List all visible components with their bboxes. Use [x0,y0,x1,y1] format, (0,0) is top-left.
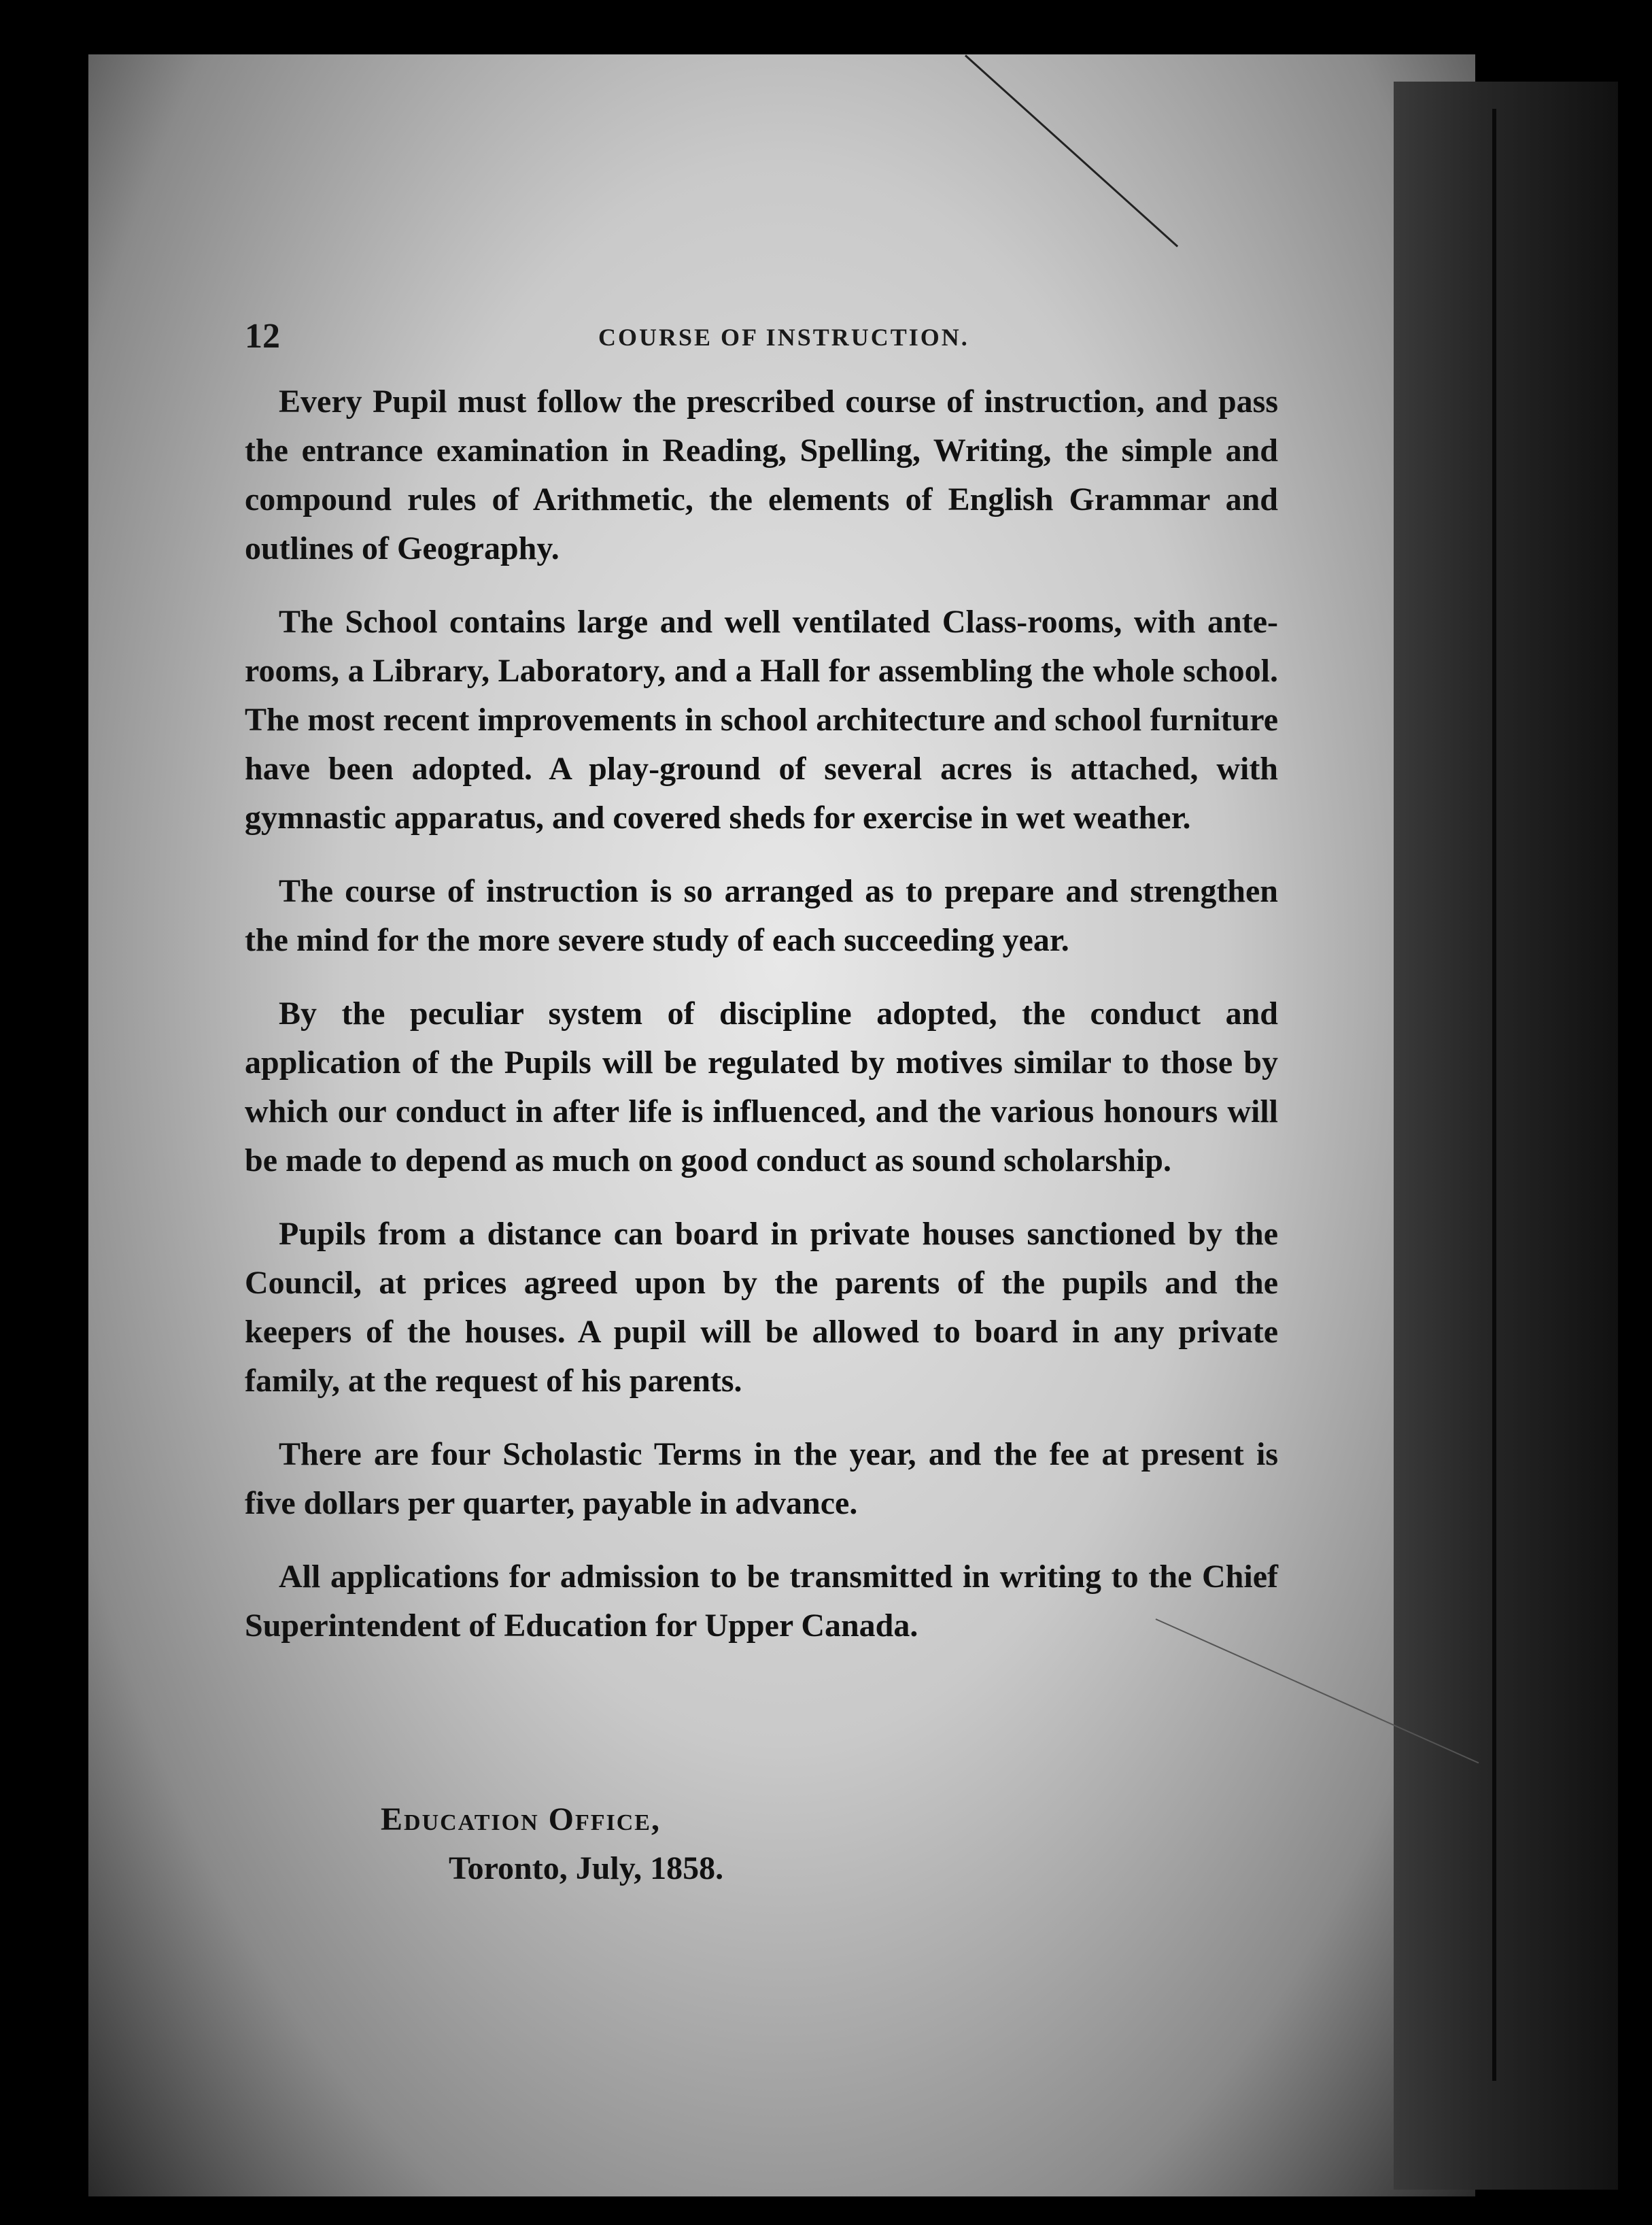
paragraph-school-facilities: The School contains large and well ventilated Class-rooms, with ante-rooms, a Library, Laboratory, and a Hall for assembling the whole school. The most recent improvements in school architecture and school furniture have been adopted. A play-ground of several acres is attached, with gymnastic apparatus, and covered sheds for exercise in wet weather. [245,604,1278,836]
facing-page-shadow [1394,82,1618,2190]
paragraph-discipline: By the peculiar system of discipline adopted, the conduct and application of the Pupils will be regulated by motives similar to those by which our conduct in after life is influenced, and the various honours will be made to depend as much on good conduct as sound scholarship. [245,996,1278,1178]
page-header [245,316,1278,357]
body-text [245,377,1278,1675]
page-fold-line [1492,109,1496,2081]
paragraph-boarding: Pupils from a distance can board in private houses sanctioned by the Council, at prices agreed upon by the parents of the pupils and the keepers of the houses. A pupil will be allowed to board in any private family, at the request of his parents. [245,1216,1278,1399]
signoff-place-date: Toronto, July, 1858. [449,1850,724,1886]
page-number: 12 [245,317,280,356]
paragraph-course-arrangement: The course of instruction is so arranged as to prepare and strengthen the mind for the more severe study of each succeeding year. [245,873,1278,958]
paragraph-terms-fees: There are four Scholastic Terms in the year, and the fee at present is five dollars per quarter, payable in advance. [245,1436,1278,1521]
running-head: COURSE OF INSTRUCTION. [598,324,969,351]
signoff [381,1795,723,1893]
paragraph-applications: All applications for admission to be transmitted in writing to the Chief Superintendent of Education for Upper Canada. [245,1559,1278,1644]
paragraph-entrance-requirements: Every Pupil must follow the prescribed course of instruction, and pass the entrance examination in Reading, Spelling, Writing, the simple and compound rules of Arithmetic, the elements of English Grammar and outlines of Geography. [245,384,1278,566]
signoff-office: Education Office, [381,1801,661,1837]
